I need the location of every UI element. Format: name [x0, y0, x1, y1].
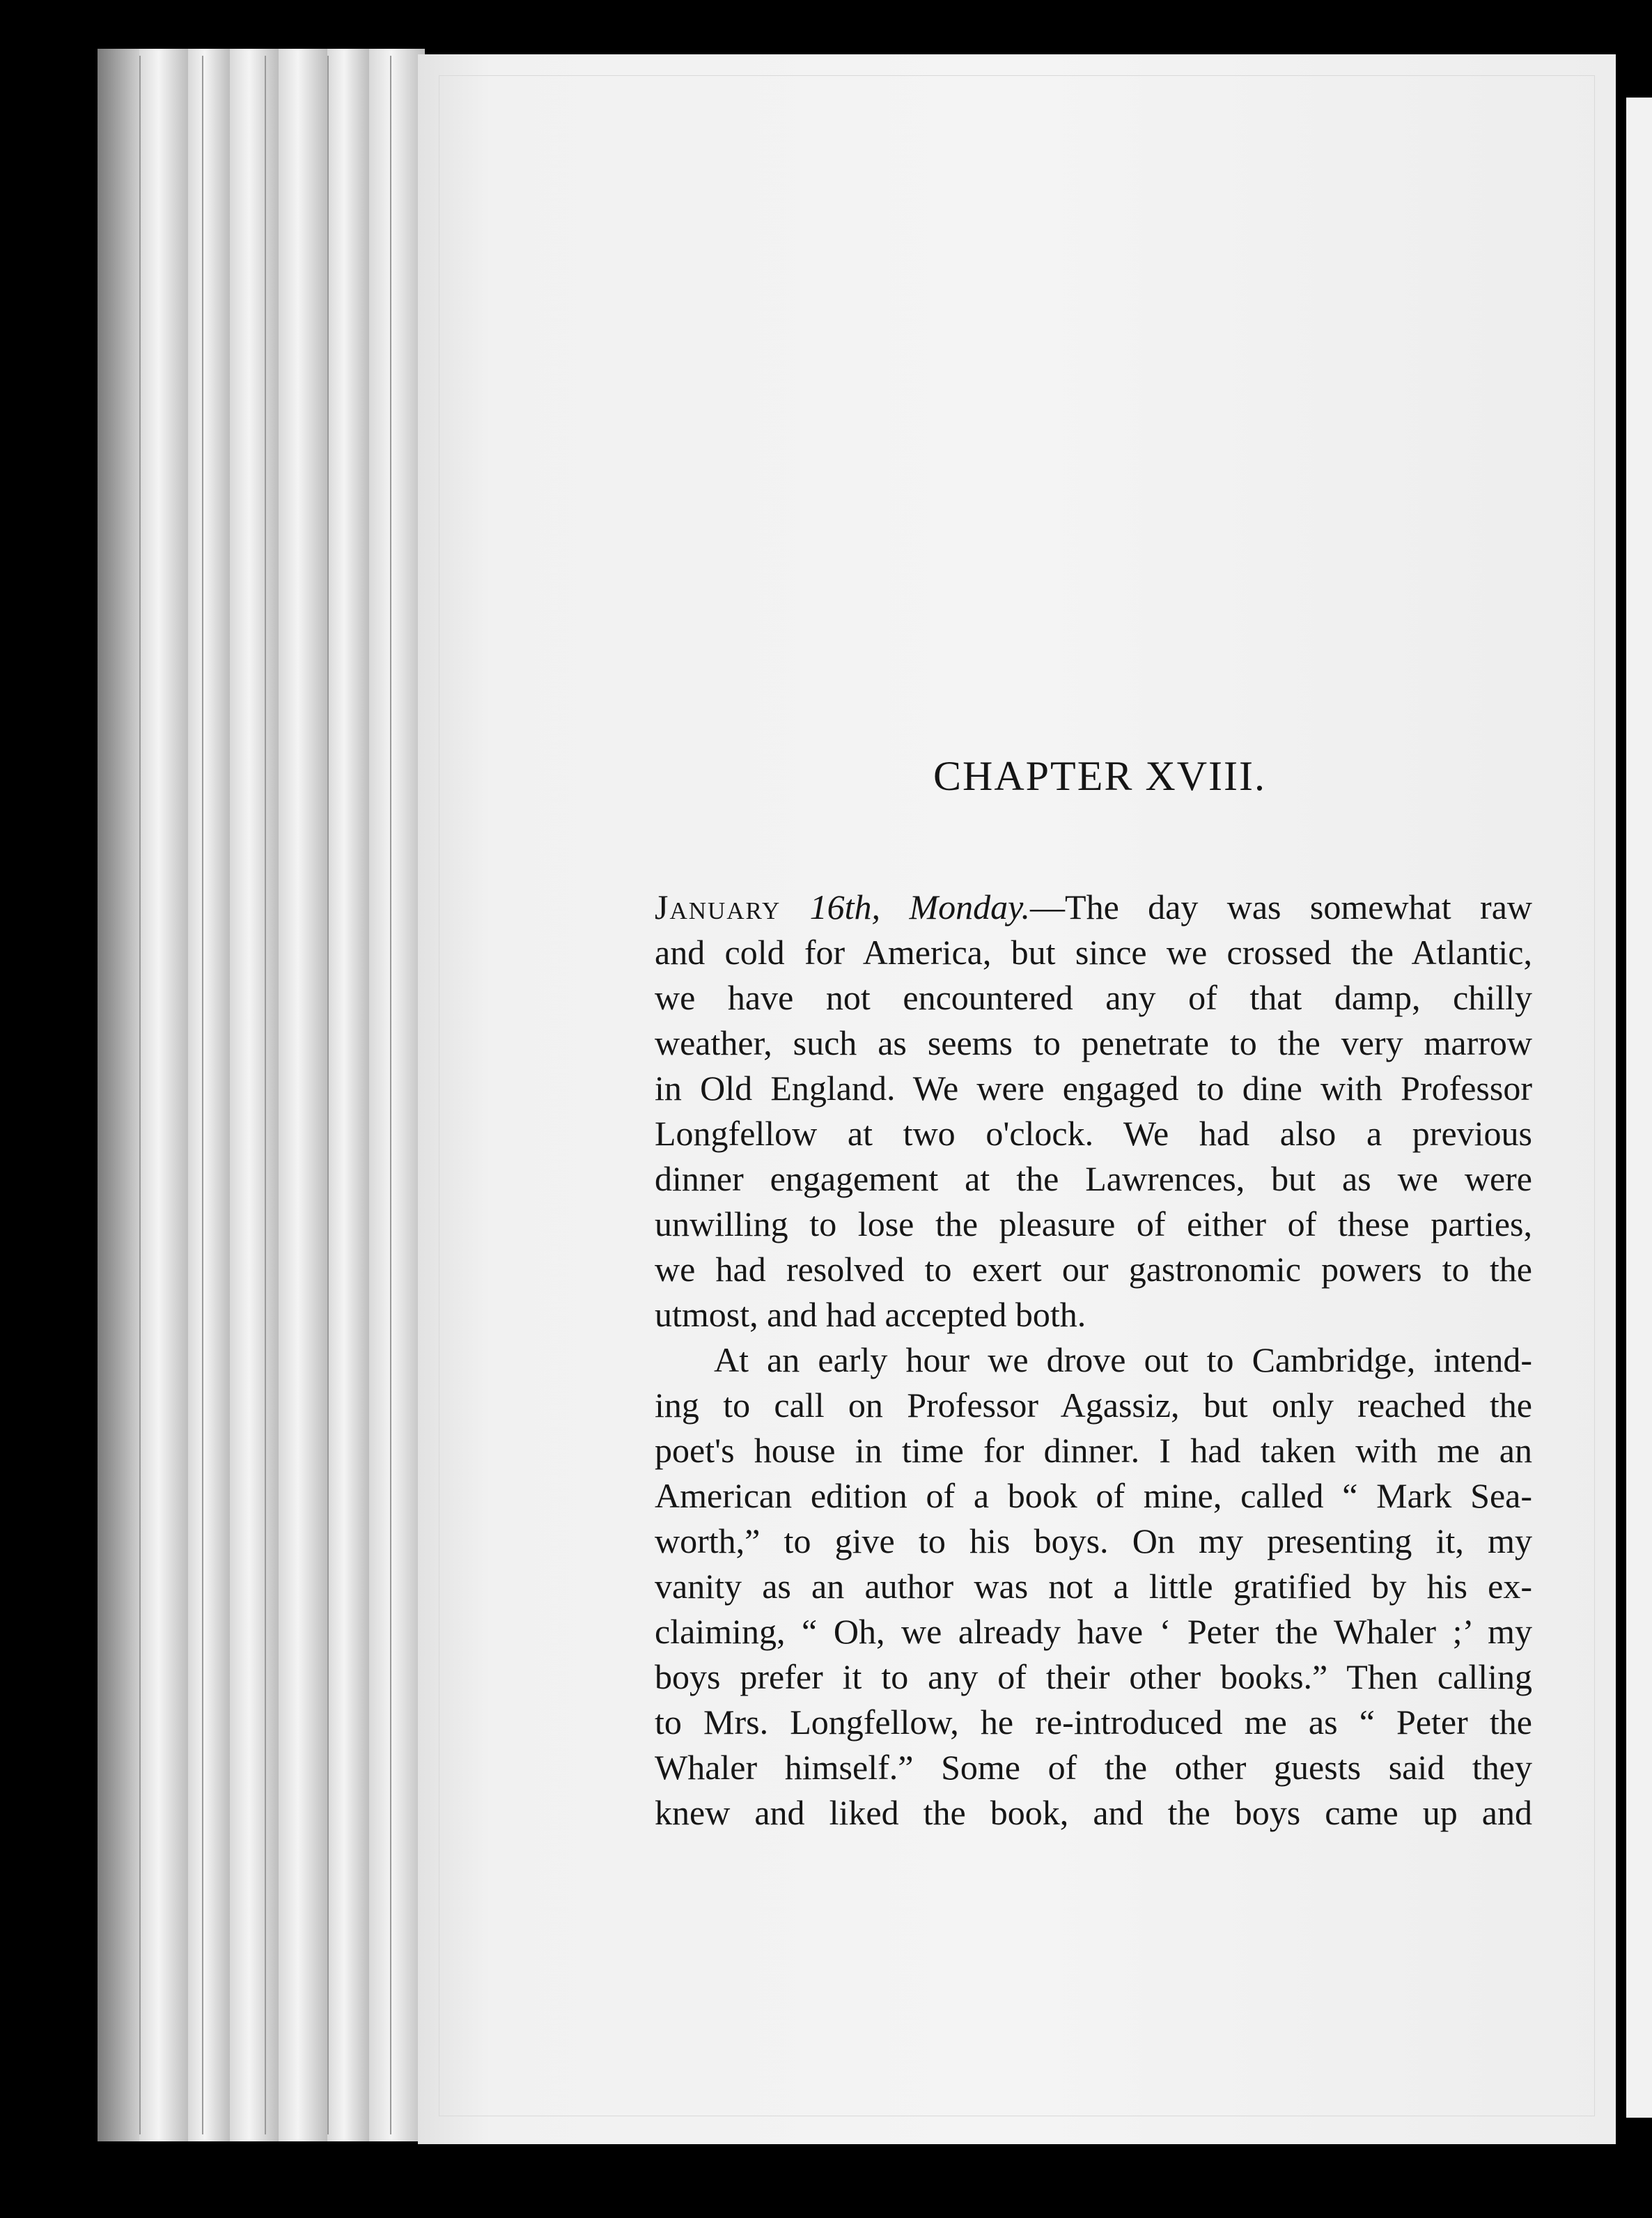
page-edge-line [390, 56, 391, 2134]
text-line: claiming, “ Oh, we already have ‘ Peter the Whaler ;’ my [655, 1612, 1532, 1651]
page-edge [98, 49, 139, 2141]
page-edge [230, 49, 279, 2141]
text-line: American edition of a book of mine, called “ Mark Sea- [655, 1476, 1532, 1515]
text-line: poet's house in time for dinner. I had taken with me an [655, 1431, 1532, 1470]
text-line: in Old England. We were engaged to dine with Professor [655, 1069, 1532, 1108]
page-edge [279, 49, 327, 2141]
text-line: unwilling to lose the pleasure of either of these parties, [655, 1204, 1532, 1243]
text-line: vanity as an author was not a little gratified by his ex- [655, 1567, 1532, 1606]
page-edge [327, 49, 369, 2141]
text-line: and cold for America, but since we crossed the Atlantic, [655, 933, 1532, 972]
text-line: to Mrs. Longfellow, he re-introduced me as “ Peter the [655, 1703, 1532, 1742]
page-edge-line [139, 56, 141, 2134]
text-line [655, 885, 1532, 930]
page-edge-line [265, 56, 266, 2134]
text-line: we had resolved to exert our gastronomic powers to the [655, 1250, 1532, 1289]
text-line: we have not encountered any of that damp, chilly [655, 978, 1532, 1017]
entry-date-month: January [655, 887, 781, 926]
text-line: boys prefer it to any of their other books.” Then calling [655, 1657, 1532, 1696]
text-line: knew and liked the book, and the boys came up and [655, 1793, 1532, 1832]
text-line-rest: —The day was somewhat raw [1030, 887, 1532, 926]
text-line: dinner engagement at the Lawrences, but as we were [655, 1159, 1532, 1198]
text-line: utmost, and had accepted both. [655, 1295, 1086, 1334]
text-line: At an early hour we drove out to Cambridge, intend- [714, 1340, 1532, 1379]
entry-date-weekday: Monday. [909, 887, 1031, 926]
text-line: Whaler himself.” Some of the other guests said they [655, 1748, 1532, 1787]
page-edge [139, 49, 188, 2141]
text-line: weather, such as seems to penetrate to the very marrow [655, 1023, 1532, 1062]
text-line: Longfellow at two o'clock. We had also a previous [655, 1114, 1532, 1153]
chapter-heading: CHAPTER XVIII. [933, 753, 1266, 799]
page-edge-line [202, 56, 203, 2134]
page-body-text [655, 885, 1532, 1836]
page-edge [188, 49, 230, 2141]
entry-date-day: 16th, [781, 887, 910, 926]
page-edge-line [327, 56, 329, 2134]
page-edge [369, 49, 425, 2141]
next-page-sliver [1626, 98, 1652, 2118]
text-line: ing to call on Professor Agassiz, but only reached the [655, 1386, 1532, 1425]
text-line: worth,” to give to his boys. On my presenting it, my [655, 1521, 1532, 1560]
